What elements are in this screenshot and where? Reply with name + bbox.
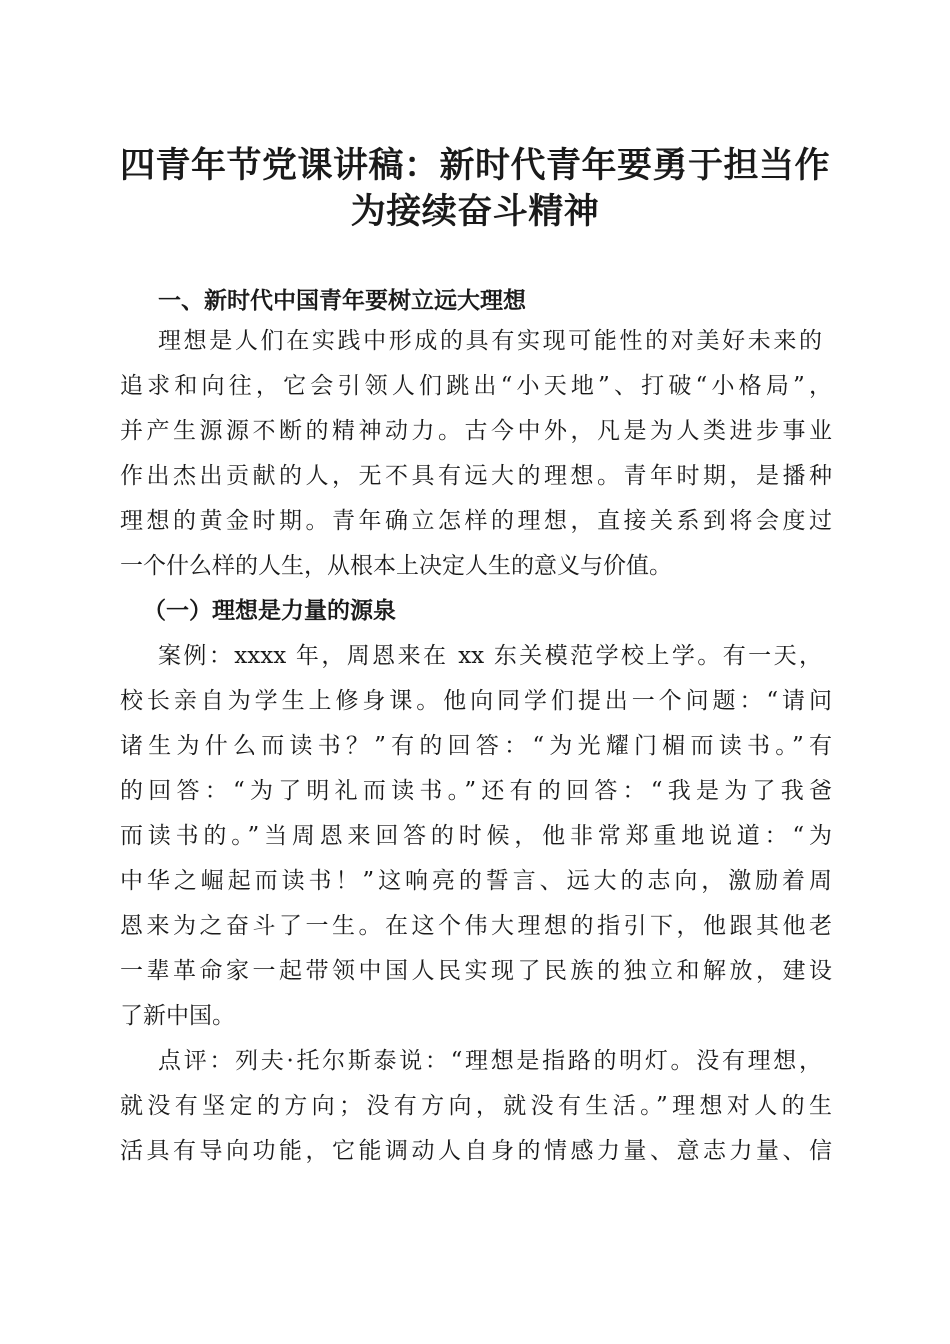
- paragraph-line: 一辈革命家一起带领中国人民实现了民族的独立和解放，建设: [120, 958, 832, 984]
- paragraph-line: 理想是人们在实践中形成的具有实现可能性的对美好未来的: [158, 328, 822, 354]
- paragraph-line: 活具有导向功能，它能调动人自身的情感力量、意志力量、信: [120, 1138, 832, 1164]
- paragraph-line: 的回答：“为了明礼而读书。”还有的回答：“我是为了我爸: [120, 778, 832, 804]
- paragraph-line: 并产生源源不断的精神动力。古今中外，凡是为人类进步事业: [120, 418, 832, 444]
- paragraph-line: 作出杰出贡献的人，无不具有远大的理想。青年时期，是播种: [120, 463, 832, 489]
- paragraph-line: 了新中国。: [120, 1003, 235, 1029]
- document-title-line-2: 为接续奋斗精神: [350, 191, 600, 232]
- paragraph-line: 一个什么样的人生，从根本上决定人生的意义与价值。: [120, 553, 672, 579]
- paragraph-line: 中华之崛起而读书！”这响亮的誓言、远大的志向，激励着周: [120, 868, 832, 894]
- paragraph-line: 诸生为什么而读书？”有的回答：“为光耀门楣而读书。”有: [120, 733, 832, 759]
- paragraph-line: 就没有坚定的方向；没有方向，就没有生活。”理想对人的生: [120, 1093, 832, 1119]
- paragraph-line: 理想的黄金时期。青年确立怎样的理想，直接关系到将会度过: [120, 508, 832, 534]
- paragraph-line: 点评：列夫·托尔斯泰说：“理想是指路的明灯。没有理想，: [158, 1048, 822, 1074]
- paragraph-line: 案例：xxxx 年，周恩来在 xx 东关模范学校上学。有一天，: [158, 643, 822, 669]
- paragraph-line: 而读书的。”当周恩来回答的时候，他非常郑重地说道：“为: [120, 823, 832, 849]
- paragraph-line: 校长亲自为学生上修身课。他向同学们提出一个问题：“请问: [120, 688, 832, 714]
- paragraph-line: 追求和向往，它会引领人们跳出“小天地”、打破“小格局”，: [120, 373, 832, 399]
- subsection-heading: （一）理想是力量的源泉: [143, 597, 396, 624]
- section-heading: 一、新时代中国青年要树立远大理想: [158, 288, 526, 314]
- paragraph-line: 恩来为之奋斗了一生。在这个伟大理想的指引下，他跟其他老: [120, 913, 832, 939]
- document-title-line-1: 四青年节党课讲稿：新时代青年要勇于担当作: [119, 145, 830, 186]
